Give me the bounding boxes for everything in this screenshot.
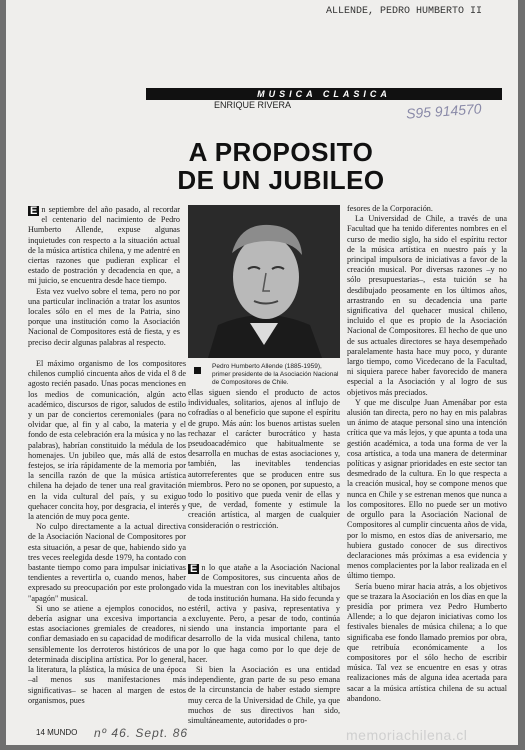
column-3: [347, 204, 507, 704]
column-2-top: [188, 388, 340, 531]
portrait-photo: [188, 205, 340, 358]
paragraph: ellas siguen siendo el producto de actos individuales, solitarios, ajenos al influjo de cofradías o al beneficio que supone el espíritu de grupo. Más aún: los buenos artistas suelen rechazar el carácter burocrático y hasta pseudoacadémico que habitualmente se desarrolla en muchas de estas asociaciones y, también, las inevitables tendencias autorreferentes que se producen entre sus miembros. Pero no se oponen, por supuesto, a todo lo positivo que pueda venir de ellas y que, de verdad, fomente y estimule la creación artística, al margen de cualquier consideración o restricción.: [188, 388, 340, 530]
paragraph: Sería bueno mirar hacia atrás, a los objetivos que se trazara la Asociación en los días en que la presidía por primera vez Pedro Humberto Allende; a lo que dejaron iniciativas como los festivales bienales de música chilena; a lo que significaba ese fondo llamado premios por obra, que retribuía económicamente a los compositores por el sólo hecho de escribir música. Tal vez se encuentre en esas y otras realizaciones más de alguna idea acertada para sacar a la música artística chilena de su actual abandono.: [347, 581, 507, 703]
magazine-page: [6, 0, 518, 745]
paragraph: Esta vez vuelvo sobre el tema, pero no por una particular inclinación a tratar los asuntos locales sólo en el mes de la Patria, sino porque una institución como la Asociación Nacional de Compositores está de fiesta, y es preciso decir algunas palabras al respecto.: [28, 286, 180, 347]
paragraph: El máximo organismo de los compositores chilenos cumplió cincuenta años de vida el 8 de agosto recién pasado. Unas pocas menciones en los medios de comunicación, algún acto académico, discursos de rigor, saludos de estilo y un par de conciertos ceremoniales (para no olvidar que, al fin y al cabo, la materia y el fondo de esta celebración era la música y no las palabras), habrían constituido la médula de los homenajes. Un jubileo que, más allá de estos festejos, se iría rápidamente de la memoria por la sencilla razón de que la música artística chilena ha dejado de tener una real gravitación en la vida cultural del país, y su exiguo quehacer concita hoy, por desgracia, el interés y la atención de muy poca gente.: [28, 359, 186, 522]
page-footer: 14 MUNDO: [36, 728, 78, 737]
article-title-line2: DE UN JUBILEO: [177, 165, 385, 195]
author-byline: ENRIQUE RIVERA: [214, 100, 292, 110]
portrait-illustration: [188, 205, 340, 358]
column-1-bottom: [28, 359, 186, 706]
section-paragraph: n lo que atañe a la Asociación Nacional de Compositores, sus cincuenta años de vida la muestran con los inevitables altibajos de toda institución humana. Ha sido fecunda y estéril, activa y pasiva, representativa y excluyente. Pero, a pesar de todo, continúa siendo una instancia importante para el desarrollo de la vida musical chilena, tanto por lo que haga como por lo que deje de hacer.: [188, 563, 340, 664]
archive-stamp: S95 914570: [405, 100, 482, 122]
paragraph: fesores de la Corporación.: [347, 204, 433, 213]
drop-cap-e: E: [190, 563, 198, 575]
photo-caption: Pedro Humberto Allende (1885-1959), primer presidente de la Asociación Nacional de Compositores de Chile.: [212, 363, 339, 386]
intro-paragraph: n septiembre del año pasado, al recordar el centenario del nacimiento de Pedro Humberto Allende, expuse algunas inquietudes con respecto a la situación actual de la música artística chilena, y me adentré en ciertas razones que pudieran explicar el estado de postración y decadencia en que, a mi juicio, se encuentra desde hace tiempo.: [28, 205, 180, 286]
paragraph: Y que me disculpe Juan Amenábar por esta alusión tan directa, pero no hay en mis palabras un ánimo de ataque personal sino una intención crítica que va más lejos, y que apunta a toda una gestión académica, a toda una forma de ver la cosa artística, a toda una manera de determinar políticas y asignar prioridades en este sector tan desmedrado de la cultura. En lo que respecta a la creación musical, hoy se compone menos que nunca en Chile y se estrenan menos que nunca a los compositores. Ello no puede ser un motivo de orgullo para la Asociación Nacional de Compositores al cumplir cincuenta años de vida, por lo mismo, en estos días de aniversario, me hubiera gustado conocer de sus directivos declaraciones más próximas a esa evidencia y menos complacientes por la labor realizada en el último tiempo.: [347, 397, 507, 581]
paragraph: No culpo directamente a la actual directiva de la Asociación Nacional de Compositores por esta situación, a pesar de que, habiendo sido ya tres veces reelegida desde 1979, ha contado con bastante tiempo como para impulsar iniciativas tendientes a revertirla o, cuando menos, haber expresado su preocupación por este prolongado "apagón" musical.: [28, 522, 186, 603]
column-2-bottom: [188, 563, 340, 726]
archive-reference: ALLENDE, PEDRO HUMBERTO II: [326, 6, 483, 17]
paragraph: La Universidad de Chile, a través de una Facultad que ha tenido diferentes nombres en el curso de medio siglo, ha sido el espíritu rector de la música artística en nuestro país y la principal impulsora de iniciativas a favor de la creación musical. Por diversas razones –y no sólo presupuestarias–, esta tuición se ha desdibujado peosamente en los últimos años, arrastrando en su decadencia una parte significativa del quehacer musical chileno, incluido el que es propio de la Asociación Nacional de Compositores. El hecho de que uno de sus actuales directores se haya desempeñado paralelamente hasta hace muy poco, y durante largo tiempo, como Vicedecano de la Facultad, ni siquiera parece haber favorecido de manera especial a la Asociación y al logro de sus objetivos más preciados.: [347, 214, 507, 397]
paragraph: Si bien la Asociación es una entidad independiente, gran parte de su peso emana de la circunstancia de haber estado siempre muy cerca de la Universidad de Chile, ya que muchos de sus directivos han sido, simultáneamente, autoridades o pro-: [188, 665, 340, 726]
section-label: MUSICA CLASICA: [146, 88, 502, 100]
column-1-top: [28, 205, 180, 348]
handwritten-note: nº 46. Sept. 86: [94, 726, 189, 740]
article-title-line1: A PROPOSITO: [188, 137, 374, 167]
drop-cap-e: E: [30, 205, 38, 217]
watermark: memoriachilena.cl: [346, 727, 468, 743]
caption-marker: [194, 367, 201, 374]
paragraph: Si uno se atiene a ejemplos conocidos, no debería asignar una excesiva importancia a estas asociaciones gremiales de creadores, ni confiar demasiado en su capacidad de modificar sensiblemente los derroteros históricos de una determinada disciplina artística. Por lo general, la literatura, la plástica, la música de una época –al menos sus manifestaciones más significativas– se hacen al margen de estos organismos, pues: [28, 603, 186, 705]
